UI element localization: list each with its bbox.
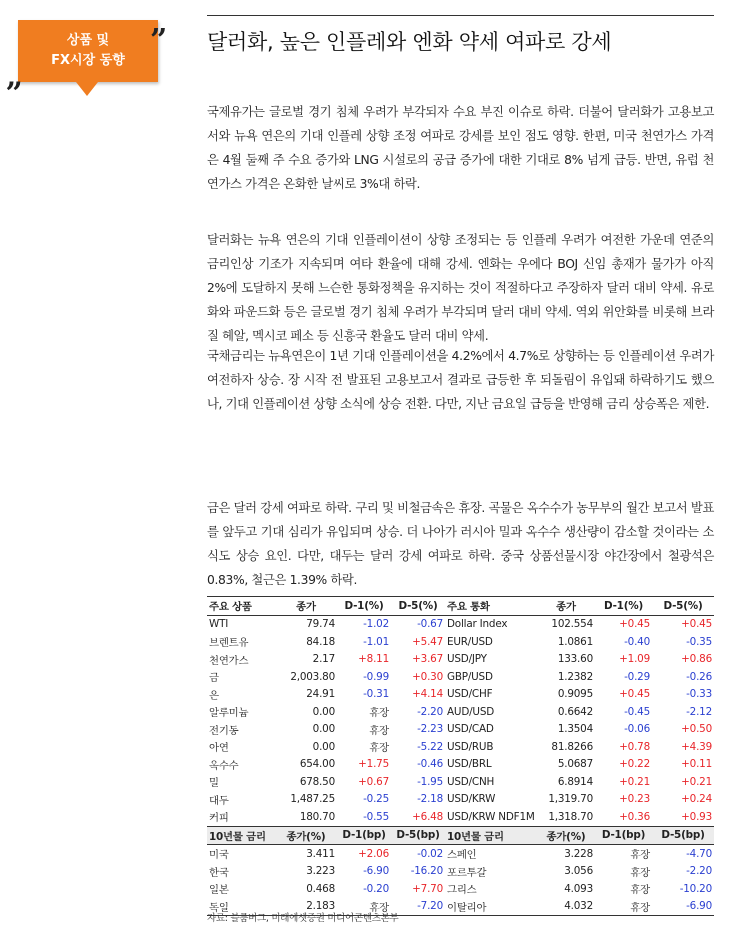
column-header: 종가	[275, 597, 337, 616]
table-cell: 브렌트유	[209, 637, 249, 650]
quote-close-mark: ”	[150, 23, 168, 58]
table-cell: 2,003.80	[290, 670, 335, 683]
table-cell: -0.35	[686, 635, 712, 648]
table-cell: 0.00	[312, 723, 335, 736]
table-cell: 천연가스	[209, 654, 249, 667]
table-cell: USD/CNH	[447, 775, 495, 788]
table-cell: -1.02	[363, 618, 389, 631]
section-badge-pointer	[76, 82, 98, 96]
table-cell: 102.554	[551, 618, 593, 631]
table-cell: -0.45	[624, 705, 650, 718]
table-cell: +0.21	[619, 775, 650, 788]
column-header: D-1(bp)	[595, 826, 652, 845]
table-cell: 654.00	[299, 758, 335, 771]
table-row	[207, 756, 714, 774]
table-cell: -0.29	[624, 670, 650, 683]
table-row	[207, 773, 714, 791]
section-badge-box	[18, 20, 158, 82]
table-row	[207, 845, 714, 863]
table-cell: 금	[209, 672, 219, 685]
table-cell: -0.25	[363, 793, 389, 806]
table-cell: +0.11	[681, 758, 712, 771]
table-cell: +7.70	[412, 882, 443, 895]
paragraph-fx: 달러화는 뉴욕 연은의 기대 인플레이션이 상향 조정되는 등 인플레 우려가 여전한 가운데 연준의 금리인상 기조가 지속되며 여타 환율에 대해 강세. 엔화는 우에다 BOJ 신임 총재가 물가가 아직 2%에 도달하지 못해 느슨한 통화정책을 유지하는 것이 적절하다고 주장하자 달러 대비 약세. 유로화와 파운드화 등은 글로벌 경기 침체 우려가 부각되며 달러 대비 약세. 역외 위안화를 비롯해 브라질 헤알, 멕시코 페소 등 신흥국 환율도 달러 대비 약세.	[207, 233, 714, 343]
table-cell: 133.60	[557, 653, 593, 666]
table-row	[207, 863, 714, 881]
table-cell: USD/CAD	[447, 723, 494, 736]
table-cell: +4.39	[681, 740, 712, 753]
table-cell: 3.056	[564, 865, 593, 878]
table-cell: -2.20	[417, 705, 443, 718]
table-cell: -6.90	[652, 898, 714, 916]
table-cell: 옥수수	[209, 759, 239, 772]
table-cell: USD/KRW NDF1M	[447, 810, 535, 823]
table-cell: 밀	[209, 777, 219, 790]
table-row	[207, 791, 714, 809]
table-cell: +4.14	[412, 688, 443, 701]
table-cell: 3.223	[306, 865, 335, 878]
column-header: 10년물 금리	[207, 826, 275, 845]
table-body-markets	[207, 615, 714, 826]
table-cell: 1.2382	[557, 670, 593, 683]
table-cell: -16.20	[410, 865, 443, 878]
table-row	[207, 703, 714, 721]
table-cell: 81.8266	[551, 740, 593, 753]
table-cell: 79.74	[306, 618, 335, 631]
table-cell: 독일	[207, 898, 275, 916]
table-header-row	[207, 597, 714, 616]
table-cell: 대두	[209, 794, 229, 807]
table-cell: +0.30	[412, 670, 443, 683]
table-cell: +0.24	[681, 793, 712, 806]
section-badge-line1: 상품 및	[66, 33, 110, 48]
table-cell: -0.46	[417, 758, 443, 771]
table-row	[207, 721, 714, 739]
table-body-bonds	[207, 845, 714, 916]
table-cell: -0.06	[624, 723, 650, 736]
column-header: 주요 통화	[445, 597, 537, 616]
table-cell: 그리스	[447, 884, 477, 897]
table-cell: 0.00	[312, 740, 335, 753]
table-cell: -0.20	[363, 882, 389, 895]
table-cell: 아연	[209, 742, 229, 755]
source-note: 자료: 블룸버그, 미래에셋증권 미디어콘텐츠본부	[207, 913, 399, 924]
table-cell: -2.20	[686, 865, 712, 878]
table-cell: 24.91	[306, 688, 335, 701]
column-header: 종가(%)	[537, 826, 595, 845]
section-badge	[0, 0, 180, 105]
table-cell: -0.31	[363, 688, 389, 701]
table-cell: -0.26	[686, 670, 712, 683]
table-cell: 4.093	[564, 882, 593, 895]
table-cell: 6.8914	[557, 775, 593, 788]
paragraph-oil: 국제유가는 글로벌 경기 침체 우려가 부각되자 수요 부진 이슈로 하락. 더불어 달러화가 고용보고서와 뉴욕 연은의 기대 인플레 상향 조정 여파로 강세를 보인 점도 영향. 한편, 미국 천연가스 가격은 4월 둘째 주 수요 증가와 LNG 시설로의 공급 증가에 대한 기대로 8% 넘게 급등. 반면, 유럽 천연가스 가격은 온화한 날씨로 3%대 하락.	[207, 105, 714, 191]
table-cell: 은	[209, 689, 219, 702]
table-cell: -7.20	[391, 898, 445, 916]
table-cell: 휴장	[369, 742, 389, 755]
table-cell: +0.45	[619, 688, 650, 701]
table-cell: +0.22	[619, 758, 650, 771]
table-cell: AUD/USD	[447, 705, 495, 718]
column-header: 종가(%)	[275, 826, 337, 845]
table-cell: -10.20	[679, 882, 712, 895]
table-row	[207, 880, 714, 898]
table-cell: +1.75	[358, 758, 389, 771]
table-row	[207, 686, 714, 704]
column-header: D-1(bp)	[337, 826, 391, 845]
column-header: D-1(%)	[595, 597, 652, 616]
table-row	[207, 738, 714, 756]
column-header: 종가	[537, 597, 595, 616]
column-header: 10년물 금리	[445, 826, 537, 845]
table-cell: -5.22	[417, 740, 443, 753]
market-table	[207, 596, 714, 916]
table-cell: USD/JPY	[447, 653, 487, 666]
table-cell: 휴장	[630, 849, 650, 862]
table-cell: 1,487.25	[290, 793, 335, 806]
paragraph-bonds: 국채금리는 뉴욕연은이 1년 기대 인플레이션을 4.2%에서 4.7%로 상향하는 등 인플레이션 우려가 여전하자 상승. 장 시작 전 발표된 고용보고서 결과로 급등한 후 되돌림이 유입돼 하락하기도 했으나, 기대 인플레이션 상향 소식에 상승 전환. 다만, 지난 금요일 급등을 반영해 금리 상승폭은 제한.	[207, 349, 714, 411]
table-cell: 1,318.70	[548, 810, 593, 823]
table-cell: -0.40	[624, 635, 650, 648]
table-cell: -2.12	[686, 705, 712, 718]
table-cell: 휴장	[595, 898, 652, 916]
table-cell: 4.032	[537, 898, 595, 916]
table-cell: +8.11	[358, 653, 389, 666]
table-cell: +0.67	[358, 775, 389, 788]
table-cell: 한국	[209, 866, 229, 879]
table-row	[207, 651, 714, 669]
table-cell: 포르투갈	[447, 866, 487, 879]
column-header: D-5(%)	[652, 597, 714, 616]
table-cell: -0.67	[417, 618, 443, 631]
table-cell: 스페인	[447, 849, 477, 862]
table-cell: 180.70	[299, 810, 335, 823]
table-cell: 1.3504	[557, 723, 593, 736]
table-cell: -0.02	[417, 847, 443, 860]
table-cell: USD/KRW	[447, 793, 496, 806]
table-row	[207, 615, 714, 633]
section-badge-line2: FX시장 동향	[51, 53, 125, 68]
table-cell: 휴장	[369, 724, 389, 737]
table-cell: 휴장	[369, 707, 389, 720]
table-cell: -2.23	[417, 723, 443, 736]
table-cell: +0.45	[681, 618, 712, 631]
column-header: D-1(%)	[337, 597, 391, 616]
table-cell: -1.95	[417, 775, 443, 788]
table-row	[207, 668, 714, 686]
table-cell: USD/CHF	[447, 688, 493, 701]
column-header: 주요 상품	[207, 597, 275, 616]
table-cell: -0.99	[363, 670, 389, 683]
column-header: D-5(bp)	[652, 826, 714, 845]
table-cell: -4.70	[686, 847, 712, 860]
table-cell: +3.67	[412, 653, 443, 666]
table-cell: +5.47	[412, 635, 443, 648]
table-cell: 1.0861	[557, 635, 593, 648]
table-cell: 2.183	[275, 898, 337, 916]
table-cell: 전기동	[209, 724, 239, 737]
page-title: 달러화, 높은 인플레와 엔화 약세 여파로 강세	[207, 30, 612, 54]
table-cell: 휴장	[337, 898, 391, 916]
table-cell: 0.00	[312, 705, 335, 718]
table-cell: 이탈리아	[445, 898, 537, 916]
table-cell: -2.18	[417, 793, 443, 806]
table-cell: +0.36	[619, 810, 650, 823]
table-cell: 0.468	[306, 882, 335, 895]
table-cell: 3.228	[564, 847, 593, 860]
table-cell: +1.09	[619, 653, 650, 666]
table-cell: 5.0687	[557, 758, 593, 771]
table-cell: +0.50	[681, 723, 712, 736]
table-cell: Dollar Index	[447, 618, 508, 631]
table-cell: 미국	[209, 849, 229, 862]
table-cell: USD/RUB	[447, 740, 494, 753]
table-cell: +0.23	[619, 793, 650, 806]
table-cell: USD/BRL	[447, 758, 492, 771]
table-cell: +0.86	[681, 653, 712, 666]
table-cell: 0.9095	[557, 688, 593, 701]
table-subheader-row	[207, 826, 714, 845]
table-cell: 2.17	[312, 653, 335, 666]
table-cell: +6.48	[412, 810, 443, 823]
table-cell: 일본	[209, 884, 229, 897]
table-cell: +0.45	[619, 618, 650, 631]
table-cell: 0.6642	[557, 705, 593, 718]
table-cell: -0.33	[686, 688, 712, 701]
table-cell: WTI	[209, 618, 229, 631]
table-cell: +0.21	[681, 775, 712, 788]
table-cell: 84.18	[306, 635, 335, 648]
table-row	[207, 808, 714, 826]
table-cell: 1,319.70	[548, 793, 593, 806]
table-cell: 678.50	[299, 775, 335, 788]
table-cell: 커피	[209, 812, 229, 825]
table-cell: +0.78	[619, 740, 650, 753]
table-cell: +2.06	[358, 847, 389, 860]
table-row	[207, 633, 714, 651]
table-cell: 휴장	[630, 866, 650, 879]
quote-open-mark: „	[6, 59, 24, 94]
table-cell: +0.93	[681, 810, 712, 823]
table-cell: 알루미늄	[209, 707, 249, 720]
column-header: D-5(bp)	[391, 826, 445, 845]
table-cell: -6.90	[363, 865, 389, 878]
headline-rule	[207, 15, 714, 16]
table-cell: -0.55	[363, 810, 389, 823]
table-cell: 3.411	[306, 847, 335, 860]
table-cell: GBP/USD	[447, 670, 493, 683]
table-cell: -1.01	[363, 635, 389, 648]
table-cell: EUR/USD	[447, 635, 493, 648]
table-cell: 휴장	[630, 884, 650, 897]
paragraph-commodities: 금은 달러 강세 여파로 하락. 구리 및 비철금속은 휴장. 곡물은 옥수수가 농무부의 월간 보고서 발표를 앞두고 기대 심리가 유입되며 상승. 더 나아가 러시아 밀과 옥수수 생산량이 감소할 것이라는 소식도 상승 요인. 다만, 대두는 달러 강세 여파로 하락. 중국 상품선물시장 야간장에서 철광석은 0.83%, 철근은 1.39% 하락.	[207, 501, 714, 587]
column-header: D-5(%)	[391, 597, 445, 616]
